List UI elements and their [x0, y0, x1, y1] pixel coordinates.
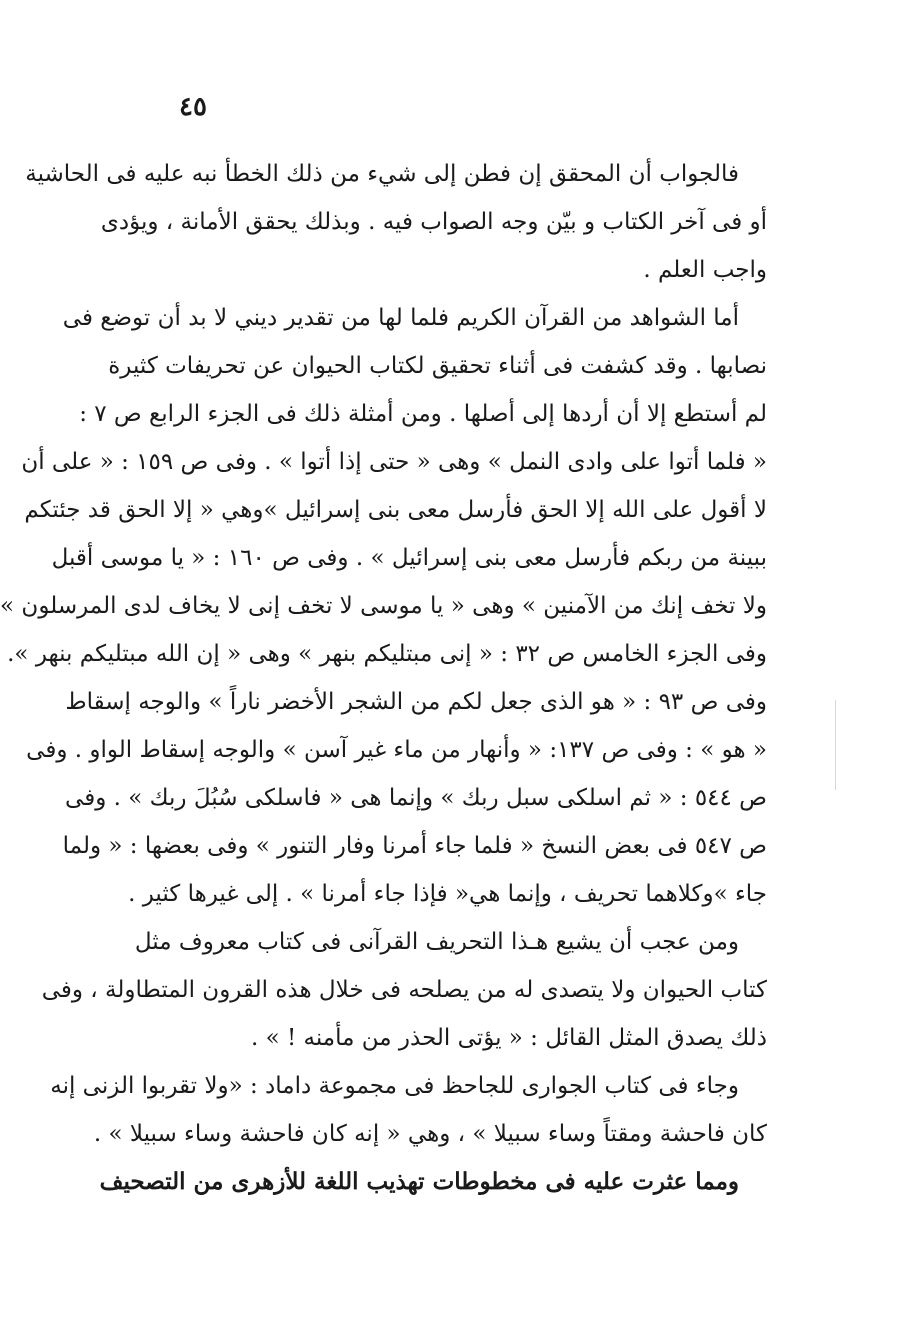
text-line-12: وفى ص ٩٣ : « هو الذى جعل لكم من الشجر الأخضر ناراً » والوجه إسقاط: [65, 689, 767, 715]
text-line-16: جاء »وكلاهما تحريف ، وإنما هي« فإذا جاء أمرنا » . إلى غيرها كثير .: [128, 881, 767, 907]
text-line-3: واجب العلم .: [643, 257, 767, 283]
text-line-21: كان فاحشة ومقتاً وساء سبيلا » ، وهي « إنه كان فاحشة وساء سبيلا » .: [93, 1121, 767, 1147]
text-line-7: « فلما أتوا على وادى النمل » وهى « حتى إذا أتوا » . وفى ص ١٥٩ : « على أن: [21, 449, 767, 475]
text-line-20: وجاء فى كتاب الجوارى للجاحظ فى مجموعة داماد : «ولا تقربوا الزنى إنه: [50, 1073, 739, 1099]
body-text: [0, 150, 767, 1206]
text-line-17: ومن عجب أن يشيع هـذا التحريف القرآنى فى كتاب معروف مثل: [134, 929, 739, 955]
text-line-10: ولا تخف إنك من الآمنين » وهى « يا موسى لا تخف إنى لا يخاف لدى المرسلون »: [0, 593, 767, 619]
text-line-1: فالجواب أن المحقق إن فطن إلى شيء من ذلك الخطأ نبه عليه فى الحاشية: [25, 161, 739, 187]
scan-margin-line: [835, 700, 836, 790]
text-line-9: ببينة من ربكم فأرسل معى بنى إسرائيل » . وفى ص ١٦٠ : « يا موسى أقبل: [51, 545, 767, 571]
text-line-13: « هو » : وفى ص ١٣٧: « وأنهار من ماء غير آسن » والوجه إسقاط الواو . وفى: [26, 737, 767, 763]
text-line-15: ص ٥٤٧ فى بعض النسخ « فلما جاء أمرنا وفار التنور » وفى بعضها : « ولما: [62, 833, 767, 859]
text-line-6: لم أستطع إلا أن أردها إلى أصلها . ومن أمثلة ذلك فى الجزء الرابع ص ٧ :: [79, 401, 767, 427]
text-line-18: كتاب الحيوان ولا يتصدى له من يصلحه فى خلال هذه القرون المتطاولة ، وفى: [41, 977, 767, 1003]
text-line-4: أما الشواهد من القرآن الكريم فلما لها من تقدير ديني لا بد أن توضع فى: [62, 305, 739, 331]
text-line-14: ص ٥٤٤ : « ثم اسلكى سبل ربك » وإنما هى « فاسلكى سُبُلَ ربك » . وفى: [65, 785, 767, 811]
text-line-5: نصابها . وقد كشفت فى أثناء تحقيق لكتاب الحيوان عن تحريفات كثيرة: [108, 353, 767, 379]
page-number: ٤٥: [179, 92, 207, 122]
text-line-19: ذلك يصدق المثل القائل : « يؤتى الحذر من مأمنه ! » .: [250, 1025, 767, 1051]
text-line-11: وفى الجزء الخامس ص ٣٢ : « إنى مبتليكم بنهر » وهى « إن الله مبتليكم بنهر ».: [7, 641, 767, 667]
text-line-2: أو فى آخر الكتاب و بيّن وجه الصواب فيه . وبذلك يحقق الأمانة ، ويؤدى: [100, 209, 767, 235]
text-line-8: لا أقول على الله إلا الحق فأرسل معى بنى إسرائيل »وهي « إلا الحق قد جئتكم: [24, 497, 767, 523]
text-line-22: ومما عثرت عليه فى مخطوطات تهذيب اللغة للأزهرى من التصحيف: [99, 1168, 739, 1195]
